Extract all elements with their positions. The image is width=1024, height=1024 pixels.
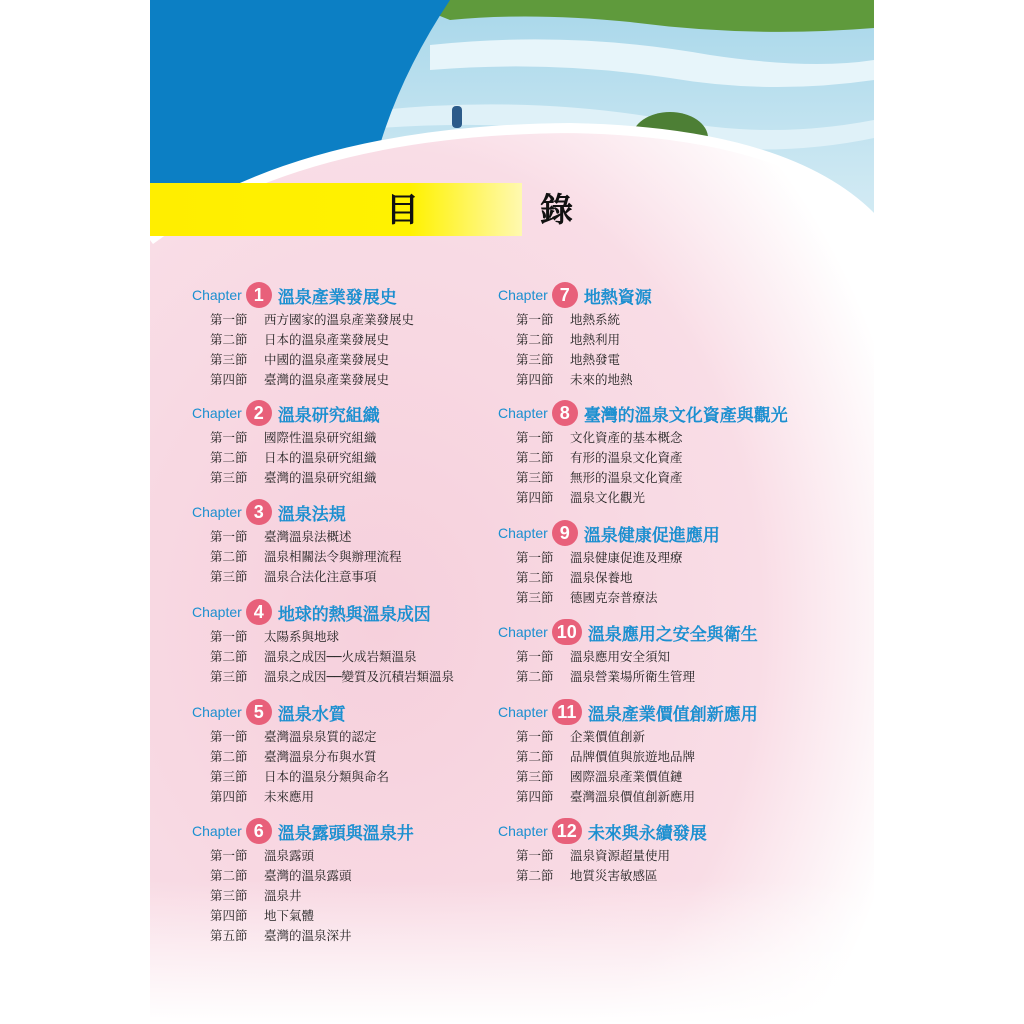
section-label: 第三節 (210, 569, 248, 584)
section-label: 第二節 (516, 450, 554, 465)
chapter-3 (192, 497, 402, 587)
section-row[interactable] (192, 370, 414, 390)
section-name: 有形的溫泉文化資產 (570, 450, 683, 465)
chapter-12 (498, 816, 707, 886)
section-label: 第二節 (210, 649, 248, 664)
section-label: 第一節 (210, 848, 248, 863)
section-row[interactable] (498, 350, 652, 370)
chapter-title: 地熱資源 (583, 287, 652, 308)
section-row[interactable] (498, 468, 788, 488)
section-row[interactable] (192, 527, 402, 547)
chapter-heading[interactable] (192, 497, 402, 527)
section-name: 地下氣體 (264, 908, 315, 923)
section-label: 第一節 (210, 629, 248, 644)
section-name: 品牌價值與旅遊地品牌 (570, 749, 696, 764)
section-row[interactable] (498, 588, 720, 608)
section-label: 第一節 (210, 430, 248, 445)
section-row[interactable] (192, 468, 380, 488)
chapter-title: 溫泉健康促進應用 (583, 525, 720, 546)
section-name: 臺灣溫泉泉質的認定 (264, 729, 377, 744)
section-name: 未來應用 (264, 789, 315, 804)
chapter-word: Chapter (498, 405, 548, 421)
section-name: 日本的溫泉分類與命名 (264, 769, 390, 784)
section-label: 第三節 (516, 769, 554, 784)
chapter-title: 臺灣的溫泉文化資產與觀光 (583, 405, 788, 426)
photo-person (452, 106, 462, 128)
chapter-title: 溫泉露頭與溫泉井 (277, 823, 414, 844)
section-row[interactable] (498, 747, 758, 767)
section-row[interactable] (192, 647, 454, 667)
section-row[interactable] (498, 428, 788, 448)
section-row[interactable] (192, 310, 414, 330)
section-label: 第三節 (210, 352, 248, 367)
section-name: 臺灣的溫泉深井 (264, 928, 352, 943)
chapter-title: 未來與永續發展 (587, 823, 707, 844)
section-row[interactable] (192, 926, 414, 946)
section-label: 第三節 (210, 888, 248, 903)
section-label: 第二節 (210, 868, 248, 883)
section-name: 地熱系統 (570, 312, 621, 327)
section-label: 第二節 (516, 749, 554, 764)
section-label: 第二節 (210, 749, 248, 764)
chapter-title: 地球的熱與溫泉成因 (277, 604, 431, 625)
section-row[interactable] (498, 727, 758, 747)
section-row[interactable] (192, 567, 402, 587)
section-row[interactable] (192, 350, 414, 370)
section-name: 日本的溫泉研究組織 (264, 450, 377, 465)
section-name: 溫泉應用安全須知 (570, 649, 671, 664)
section-label: 第四節 (516, 490, 554, 505)
section-name: 溫泉營業場所衛生管理 (570, 669, 696, 684)
section-name: 溫泉相關法令與辦理流程 (264, 549, 402, 564)
section-name: 溫泉之成因──變質及沉積岩類溫泉 (264, 669, 455, 684)
chapter-number-badge: 6 (246, 818, 272, 844)
chapter-6 (192, 816, 414, 946)
section-name: 中國的溫泉產業發展史 (264, 352, 390, 367)
section-row[interactable] (192, 886, 414, 906)
chapter-heading[interactable] (192, 280, 414, 310)
chapter-2 (192, 398, 380, 488)
section-row[interactable] (192, 787, 389, 807)
chapter-5 (192, 697, 389, 807)
section-row[interactable] (192, 667, 454, 687)
chapter-word: Chapter (192, 504, 242, 520)
chapter-heading[interactable] (192, 697, 389, 727)
chapter-title: 溫泉產業發展史 (277, 287, 397, 308)
chapter-heading[interactable] (498, 816, 707, 846)
section-label: 第二節 (516, 570, 554, 585)
section-row[interactable] (498, 568, 720, 588)
chapter-number-badge: 10 (552, 619, 582, 645)
chapter-10 (498, 617, 758, 687)
section-row[interactable] (498, 866, 707, 886)
chapter-number-badge: 11 (552, 699, 582, 725)
section-name: 臺灣的溫泉露頭 (264, 868, 352, 883)
section-row[interactable] (498, 667, 758, 687)
chapter-number-badge: 9 (552, 520, 578, 546)
chapter-word: Chapter (192, 823, 242, 839)
chapter-title: 溫泉研究組織 (277, 405, 380, 426)
section-row[interactable] (498, 330, 652, 350)
section-label: 第二節 (210, 332, 248, 347)
chapter-heading[interactable] (498, 697, 758, 727)
chapter-heading[interactable] (498, 398, 788, 428)
section-name: 臺灣的溫泉研究組織 (264, 470, 377, 485)
chapter-word: Chapter (192, 604, 242, 620)
section-label: 第四節 (210, 372, 248, 387)
section-label: 第一節 (210, 729, 248, 744)
section-label: 第四節 (210, 789, 248, 804)
chapter-number-badge: 8 (552, 400, 578, 426)
section-label: 第三節 (516, 470, 554, 485)
chapter-7 (498, 280, 652, 390)
section-label: 第二節 (210, 450, 248, 465)
section-label: 第三節 (516, 352, 554, 367)
chapter-number-badge: 2 (246, 400, 272, 426)
section-row[interactable] (192, 846, 414, 866)
chapter-title: 溫泉法規 (277, 504, 346, 525)
chapter-number-badge: 3 (246, 499, 272, 525)
section-name: 臺灣的溫泉產業發展史 (264, 372, 390, 387)
chapter-11 (498, 697, 758, 807)
chapter-number-badge: 5 (246, 699, 272, 725)
section-name: 國際溫泉產業價值鏈 (570, 769, 683, 784)
chapter-word: Chapter (192, 704, 242, 720)
section-label: 第一節 (516, 312, 554, 327)
section-row[interactable] (192, 448, 380, 468)
section-label: 第四節 (516, 789, 554, 804)
section-row[interactable] (192, 428, 380, 448)
chapter-word: Chapter (498, 525, 548, 541)
section-label: 第四節 (516, 372, 554, 387)
section-row[interactable] (192, 547, 402, 567)
section-row[interactable] (192, 747, 389, 767)
chapter-number-badge: 7 (552, 282, 578, 308)
chapter-word: Chapter (498, 287, 548, 303)
chapter-word: Chapter (192, 405, 242, 421)
section-row[interactable] (192, 866, 414, 886)
section-name: 企業價值創新 (570, 729, 646, 744)
section-name: 日本的溫泉產業發展史 (264, 332, 390, 347)
chapter-word: Chapter (498, 624, 548, 640)
section-label: 第一節 (516, 848, 554, 863)
chapter-heading[interactable] (192, 816, 414, 846)
section-name: 臺灣溫泉法概述 (264, 529, 352, 544)
section-label: 第二節 (516, 669, 554, 684)
chapter-number-badge: 4 (246, 599, 272, 625)
section-name: 文化資產的基本概念 (570, 430, 683, 445)
section-name: 溫泉井 (264, 888, 302, 903)
section-label: 第一節 (210, 312, 248, 327)
chapter-4 (192, 597, 454, 687)
section-name: 臺灣溫泉分布與水質 (264, 749, 377, 764)
chapter-heading[interactable] (498, 280, 652, 310)
section-row[interactable] (192, 627, 454, 647)
section-row[interactable] (498, 767, 758, 787)
section-name: 溫泉健康促進及理療 (570, 550, 683, 565)
chapter-word: Chapter (498, 704, 548, 720)
chapter-heading[interactable] (192, 398, 380, 428)
chapter-9 (498, 518, 720, 608)
section-label: 第三節 (516, 590, 554, 605)
chapter-number-badge: 12 (552, 818, 582, 844)
section-label: 第二節 (516, 332, 554, 347)
section-name: 地熱利用 (570, 332, 621, 347)
section-label: 第二節 (516, 868, 554, 883)
chapter-title: 溫泉應用之安全與衛生 (587, 624, 758, 645)
section-row[interactable] (498, 448, 788, 468)
section-name: 未來的地熱 (570, 372, 633, 387)
section-row[interactable] (192, 767, 389, 787)
section-name: 臺灣溫泉價值創新應用 (570, 789, 696, 804)
chapter-number-badge: 1 (246, 282, 272, 308)
chapter-1 (192, 280, 414, 390)
chapter-word: Chapter (498, 823, 548, 839)
chapter-heading[interactable] (192, 597, 454, 627)
chapter-word: Chapter (192, 287, 242, 303)
section-label: 第三節 (210, 470, 248, 485)
section-label: 第一節 (516, 550, 554, 565)
section-label: 第二節 (210, 549, 248, 564)
section-name: 德國克奈普療法 (570, 590, 658, 605)
section-row[interactable] (498, 647, 758, 667)
section-row[interactable] (498, 846, 707, 866)
section-name: 溫泉之成因──火成岩類溫泉 (264, 649, 417, 664)
section-row[interactable] (192, 330, 414, 350)
book-page (150, 0, 874, 1024)
chapter-heading[interactable] (498, 518, 720, 548)
section-label: 第一節 (516, 430, 554, 445)
section-name: 地質災害敏感區 (570, 868, 658, 883)
chapter-heading[interactable] (498, 617, 758, 647)
section-row[interactable] (498, 488, 788, 508)
section-label: 第四節 (210, 908, 248, 923)
section-name: 溫泉露頭 (264, 848, 315, 863)
section-label: 第三節 (210, 769, 248, 784)
section-row[interactable] (192, 727, 389, 747)
section-row[interactable] (498, 548, 720, 568)
section-label: 第三節 (210, 669, 248, 684)
section-name: 溫泉合法化注意事項 (264, 569, 377, 584)
section-name: 太陽系與地球 (264, 629, 340, 644)
section-name: 國際性溫泉研究組織 (264, 430, 377, 445)
chapter-8 (498, 398, 788, 508)
section-name: 溫泉資源超量使用 (570, 848, 671, 863)
section-label: 第五節 (210, 928, 248, 943)
section-label: 第一節 (210, 529, 248, 544)
section-row[interactable] (498, 310, 652, 330)
section-name: 西方國家的溫泉產業發展史 (264, 312, 415, 327)
section-row[interactable] (192, 906, 414, 926)
page-title: 目 錄 (386, 190, 617, 229)
section-name: 溫泉文化觀光 (570, 490, 646, 505)
chapter-title: 溫泉水質 (277, 704, 346, 725)
section-row[interactable] (498, 370, 652, 390)
chapter-title: 溫泉產業價值創新應用 (587, 704, 758, 725)
section-name: 無形的溫泉文化資產 (570, 470, 683, 485)
section-name: 溫泉保養地 (570, 570, 633, 585)
section-row[interactable] (498, 787, 758, 807)
section-label: 第一節 (516, 649, 554, 664)
section-label: 第一節 (516, 729, 554, 744)
section-name: 地熱發電 (570, 352, 621, 367)
